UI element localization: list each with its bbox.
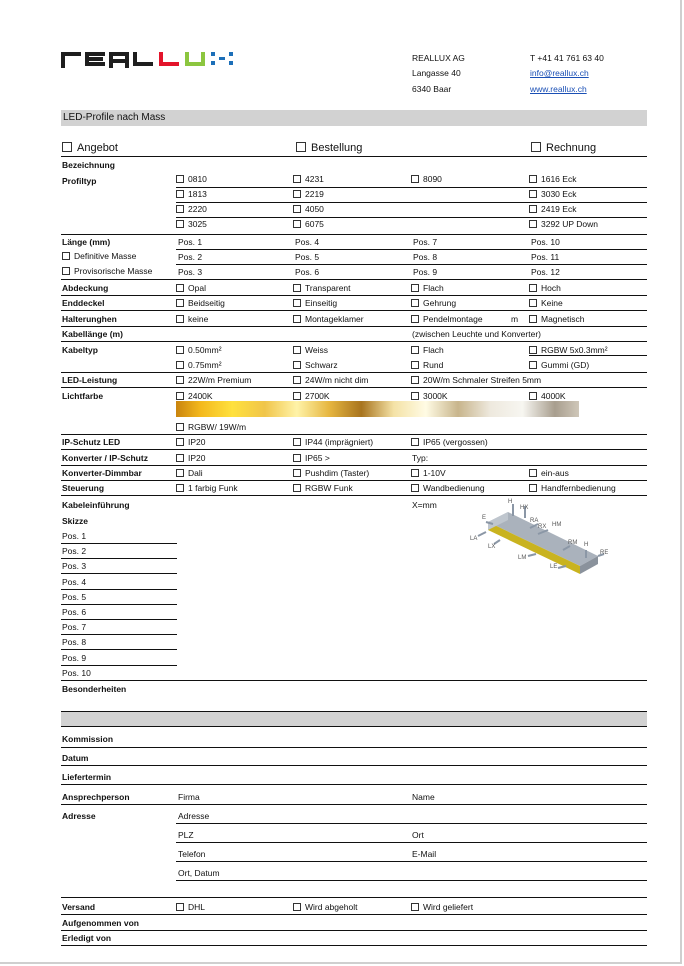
- option-abdeckung[interactable]: Flach: [411, 283, 444, 294]
- diagram-label: H: [584, 542, 589, 548]
- liefertermin-field-line[interactable]: [61, 784, 647, 785]
- company-web-link[interactable]: www.reallux.ch: [530, 84, 587, 94]
- company-street: Langasse 40: [412, 68, 461, 78]
- option-steuerung[interactable]: Handfernbedienung: [529, 483, 616, 494]
- checkbox-icon[interactable]: [293, 190, 301, 198]
- checkbox-icon[interactable]: [411, 284, 419, 292]
- skizze-position: Pos. 9: [62, 652, 87, 663]
- checkbox-icon[interactable]: [411, 484, 419, 492]
- label-laenge: Länge (mm): [62, 237, 111, 247]
- company-phone: T +41 41 761 63 40: [530, 53, 604, 63]
- checkbox-icon[interactable]: [293, 361, 301, 369]
- checkbox-icon[interactable]: [529, 205, 537, 213]
- diagram-label: RM: [568, 540, 578, 546]
- divider: [61, 279, 647, 280]
- label-plz: PLZ: [178, 830, 194, 840]
- checkbox-icon[interactable]: [176, 454, 184, 462]
- checkbox-icon[interactable]: [529, 299, 537, 307]
- profile-cable-diagram: [468, 498, 608, 578]
- checkbox-icon[interactable]: [176, 438, 184, 446]
- length-position-field[interactable]: Pos. 12: [531, 267, 560, 277]
- skizze-position: Pos. 6: [62, 607, 87, 617]
- option-ip-led[interactable]: IP65 (vergossen): [411, 437, 488, 448]
- checkbox-icon[interactable]: [62, 252, 70, 260]
- checkbox-icon[interactable]: [529, 392, 537, 400]
- skizze-position: Pos. 5: [62, 591, 87, 602]
- checkbox-icon[interactable]: [411, 361, 419, 369]
- checkbox-icon[interactable]: [529, 361, 537, 369]
- option-ip-led[interactable]: IP44 (imprägniert): [293, 437, 373, 448]
- checkbox-icon[interactable]: [529, 284, 537, 292]
- color-temperature-gradient: [176, 401, 579, 417]
- length-position-field[interactable]: Pos. 4: [295, 237, 320, 247]
- divider: [61, 573, 177, 574]
- option-kabeltyp[interactable]: Rund: [411, 360, 443, 371]
- checkbox-icon[interactable]: [176, 220, 184, 228]
- option-profil[interactable]: 3030 Eck: [529, 189, 576, 200]
- checkbox-icon[interactable]: [293, 205, 301, 213]
- diagram-label: LA: [470, 536, 478, 542]
- label-kabeleinfuehrung: Kabeleinführung: [62, 500, 130, 510]
- option-abdeckung[interactable]: Transparent: [293, 283, 351, 294]
- label-besonderheiten: Besonderheiten: [62, 684, 127, 694]
- form-title: LED-Profile nach Mass: [63, 112, 166, 123]
- label-ort-datum: Ort, Datum: [178, 868, 220, 878]
- label-bezeichnung: Bezeichnung: [62, 160, 115, 170]
- divider: [61, 234, 647, 235]
- doctype-angebot[interactable]: Angebot: [62, 142, 118, 155]
- skizze-position: Pos. 3: [62, 561, 87, 572]
- divider: [61, 156, 647, 157]
- checkbox-icon[interactable]: [176, 299, 184, 307]
- option-konverter-dimm[interactable]: Dali: [176, 468, 203, 479]
- checkbox-icon[interactable]: [411, 903, 419, 911]
- doctype-rechnung[interactable]: Rechnung: [531, 142, 596, 155]
- diagram-label: LE: [550, 564, 558, 570]
- divider: [61, 387, 647, 388]
- option-halterungen[interactable]: Pendelmontage: [411, 314, 483, 325]
- divider: [61, 295, 647, 296]
- checkbox-icon[interactable]: [176, 376, 184, 384]
- checkbox-icon[interactable]: [529, 346, 537, 354]
- checkbox-icon[interactable]: [176, 423, 184, 431]
- divider: [61, 310, 647, 311]
- option-provisorische-masse[interactable]: Provisorische Masse: [62, 266, 152, 277]
- skizze-position: Pos. 7: [62, 622, 87, 633]
- label-ip-led: IP-Schutz LED: [62, 437, 121, 447]
- option-profil[interactable]: 0810: [176, 174, 207, 185]
- diagram-label: RA: [530, 518, 539, 524]
- checkbox-icon[interactable]: [529, 315, 537, 323]
- label-liefertermin: Liefertermin: [62, 772, 112, 782]
- doctype-bestellung[interactable]: Bestellung: [296, 142, 362, 155]
- datum-field-line[interactable]: [61, 765, 647, 766]
- skizze-position: Pos. 1: [62, 531, 87, 541]
- option-steuerung[interactable]: RGBW Funk: [293, 483, 353, 494]
- label-adresse-field: Adresse: [178, 811, 210, 821]
- option-profil[interactable]: 8090: [411, 174, 442, 185]
- option-profil[interactable]: 2419 Eck: [529, 204, 576, 215]
- divider: [61, 726, 647, 727]
- divider: [529, 355, 647, 356]
- checkbox-icon[interactable]: [411, 438, 419, 446]
- checkbox-icon[interactable]: [293, 903, 301, 911]
- option-led-22w[interactable]: 22W/m Premium: [176, 375, 251, 386]
- label-firma: Firma: [178, 792, 200, 802]
- ort-datum-field-line[interactable]: [176, 880, 647, 881]
- option-lichtfarbe[interactable]: 4000K: [529, 391, 566, 402]
- checkbox-icon[interactable]: [176, 346, 184, 354]
- label-erledigt: Erledigt von: [62, 933, 112, 943]
- option-enddeckel[interactable]: Beidseitig: [176, 298, 225, 309]
- divider: [176, 187, 647, 188]
- skizze-position: Pos. 2: [62, 546, 87, 557]
- divider: [176, 264, 647, 265]
- option-abdeckung[interactable]: Hoch: [529, 283, 561, 294]
- option-lichtfarbe[interactable]: 2700K: [293, 391, 330, 402]
- checkbox-icon[interactable]: [176, 205, 184, 213]
- halterung-unit: m: [511, 314, 519, 324]
- divider: [61, 665, 177, 666]
- divider: [176, 217, 647, 218]
- divider: [61, 372, 647, 373]
- checkbox-icon[interactable]: [411, 346, 419, 354]
- label-lichtfarbe: Lichtfarbe: [62, 391, 104, 401]
- option-kabeltyp[interactable]: RGBW 5x0.3mm²: [529, 345, 608, 356]
- checkbox-icon[interactable]: [293, 484, 301, 492]
- konverter-typ-label: Typ:: [412, 453, 429, 463]
- checkbox-icon[interactable]: [296, 142, 306, 152]
- label-skizze: Skizze: [62, 516, 88, 526]
- checkbox-icon[interactable]: [176, 315, 184, 323]
- divider: [176, 249, 647, 250]
- option-definitive-masse[interactable]: Definitive Masse: [62, 251, 136, 262]
- label-kommission: Kommission: [62, 734, 114, 744]
- option-abgeholt[interactable]: Wird abgeholt: [293, 902, 357, 913]
- checkbox-icon[interactable]: [411, 175, 419, 183]
- label-abdeckung: Abdeckung: [62, 283, 109, 293]
- label-konverter-dimm: Konverter-Dimmbar: [62, 468, 142, 478]
- divider: [61, 589, 177, 590]
- length-position-field[interactable]: Pos. 9: [413, 267, 438, 277]
- diagram-label: LM: [518, 555, 527, 561]
- telefon-email-field-line[interactable]: [176, 861, 647, 862]
- label-name: Name: [412, 792, 435, 802]
- label-halterungen: Halterunghen: [62, 314, 117, 324]
- checkbox-icon[interactable]: [529, 484, 537, 492]
- checkbox-icon[interactable]: [176, 484, 184, 492]
- checkbox-icon[interactable]: [529, 220, 537, 228]
- option-kabeltyp[interactable]: 0.50mm²: [176, 345, 222, 356]
- label-versand: Versand: [62, 902, 96, 912]
- option-steuerung[interactable]: 1 farbig Funk: [176, 483, 238, 494]
- option-profil[interactable]: 3025: [176, 219, 207, 230]
- option-geliefert[interactable]: Wird geliefert: [411, 902, 473, 913]
- label-profiltyp: Profiltyp: [62, 176, 97, 186]
- divider: [61, 619, 177, 620]
- divider: [61, 604, 177, 605]
- label-kabeltyp: Kabeltyp: [62, 345, 98, 355]
- checkbox-icon[interactable]: [293, 299, 301, 307]
- skizze-position: Pos. 4: [62, 576, 87, 587]
- checkbox-icon[interactable]: [411, 376, 419, 384]
- divider: [61, 341, 647, 342]
- length-position-field[interactable]: Pos. 5: [295, 252, 320, 262]
- option-konverter-ip[interactable]: IP65 >: [293, 453, 330, 464]
- length-position-field[interactable]: Pos. 11: [531, 252, 560, 262]
- option-led-20w[interactable]: 20W/m Schmaler Streifen 5mm: [411, 375, 541, 386]
- option-abdeckung[interactable]: Opal: [176, 283, 206, 294]
- option-konverter-dimm[interactable]: Pushdim (Taster): [293, 468, 369, 479]
- label-ort: Ort: [412, 830, 424, 840]
- option-profil[interactable]: 6075: [293, 219, 324, 230]
- label-telefon: Telefon: [178, 849, 206, 859]
- checkbox-icon[interactable]: [293, 438, 301, 446]
- length-position-field[interactable]: Pos. 3: [178, 267, 203, 277]
- divider: [61, 680, 647, 681]
- diagram-label: H: [508, 499, 513, 505]
- reallux-logo: [61, 50, 251, 68]
- checkbox-icon[interactable]: [176, 469, 184, 477]
- checkbox-icon[interactable]: [293, 454, 301, 462]
- checkbox-icon[interactable]: [293, 346, 301, 354]
- diagram-label: RE: [600, 550, 608, 556]
- divider: [61, 634, 177, 635]
- kommission-field-line[interactable]: [61, 747, 647, 748]
- option-halterungen[interactable]: Montageklamer: [293, 314, 364, 325]
- checkbox-icon[interactable]: [529, 469, 537, 477]
- diagram-label: HM: [552, 522, 562, 528]
- option-led-24w[interactable]: 24W/m nicht dim: [293, 375, 368, 386]
- label-datum: Datum: [62, 753, 89, 763]
- option-kabeltyp[interactable]: Schwarz: [293, 360, 338, 371]
- option-kabeltyp[interactable]: Flach: [411, 345, 444, 356]
- option-halterungen[interactable]: Magnetisch: [529, 314, 584, 325]
- x-mm-label: X=mm: [412, 500, 437, 510]
- label-email: E-Mail: [412, 849, 437, 859]
- checkbox-icon[interactable]: [529, 190, 537, 198]
- option-konverter-dimm[interactable]: 1-10V: [411, 468, 446, 479]
- option-profil[interactable]: 2220: [176, 204, 207, 215]
- company-email-link[interactable]: info@reallux.ch: [530, 68, 589, 78]
- checkbox-icon[interactable]: [176, 175, 184, 183]
- option-rgbw[interactable]: RGBW/ 19W/m: [176, 422, 246, 433]
- option-profil[interactable]: 3292 UP Down: [529, 219, 598, 230]
- label-konverter-ip: Konverter / IP-Schutz: [62, 453, 148, 463]
- option-profil[interactable]: 4231: [293, 174, 324, 185]
- divider: [61, 897, 647, 898]
- option-profil[interactable]: 1813: [176, 189, 207, 200]
- divider: [61, 649, 177, 650]
- option-profil[interactable]: 2219: [293, 189, 324, 200]
- length-position-field[interactable]: Pos. 10: [531, 237, 560, 247]
- option-profil[interactable]: 4050: [293, 204, 324, 215]
- skizze-position: Pos. 8: [62, 637, 87, 648]
- option-kabeltyp[interactable]: Weiss: [293, 345, 328, 356]
- checkbox-icon[interactable]: [176, 903, 184, 911]
- aufgenommen-field-line[interactable]: [61, 930, 647, 931]
- diagram-label: HX: [520, 505, 529, 511]
- checkbox-icon[interactable]: [293, 220, 301, 228]
- label-aufgenommen: Aufgenommen von: [62, 918, 139, 928]
- label-enddeckel: Enddeckel: [62, 298, 105, 308]
- ansprechperson-field-line[interactable]: [61, 804, 647, 805]
- checkbox-icon[interactable]: [293, 284, 301, 292]
- option-enddeckel[interactable]: Keine: [529, 298, 563, 309]
- checkbox-icon[interactable]: [411, 299, 419, 307]
- checkbox-icon[interactable]: [411, 469, 419, 477]
- checkbox-icon[interactable]: [293, 469, 301, 477]
- diagram-label: RX: [538, 524, 547, 530]
- label-ansprechperson: Ansprechperson: [62, 792, 130, 802]
- divider: [61, 543, 177, 544]
- checkbox-icon[interactable]: [293, 392, 301, 400]
- option-kabeltyp[interactable]: Gummi (GD): [529, 360, 589, 371]
- option-lichtfarbe[interactable]: 2400K: [176, 391, 213, 402]
- option-konverter-dimm[interactable]: ein-aus: [529, 468, 569, 479]
- checkbox-icon[interactable]: [529, 175, 537, 183]
- option-dhl[interactable]: DHL: [176, 902, 205, 913]
- divider: [61, 326, 647, 327]
- option-profil[interactable]: 1616 Eck: [529, 174, 576, 185]
- checkbox-icon[interactable]: [531, 142, 541, 152]
- length-position-field[interactable]: Pos. 6: [295, 267, 320, 277]
- divider: [176, 202, 647, 203]
- checkbox-icon[interactable]: [293, 376, 301, 384]
- checkbox-icon[interactable]: [176, 284, 184, 292]
- checkbox-icon[interactable]: [62, 142, 72, 152]
- erledigt-field-line[interactable]: [61, 945, 647, 946]
- diagram-label: LX: [488, 544, 496, 550]
- plz-ort-field-line[interactable]: [176, 842, 647, 843]
- length-position-field[interactable]: Pos. 1: [178, 237, 203, 247]
- length-position-field[interactable]: Pos. 7: [413, 237, 438, 247]
- option-lichtfarbe[interactable]: 3000K: [411, 391, 448, 402]
- checkbox-icon[interactable]: [62, 267, 70, 275]
- kabellaenge-note: (zwischen Leuchte und Konverter): [412, 329, 541, 339]
- option-halterungen[interactable]: keine: [176, 314, 208, 325]
- label-kabellaenge: Kabellänge (m): [62, 329, 123, 339]
- checkbox-icon[interactable]: [411, 392, 419, 400]
- checkbox-icon[interactable]: [176, 392, 184, 400]
- option-konverter-ip[interactable]: IP20: [176, 453, 206, 464]
- label-steuerung: Steuerung: [62, 483, 105, 493]
- length-position-field[interactable]: Pos. 8: [413, 252, 438, 262]
- divider: [61, 558, 177, 559]
- option-enddeckel[interactable]: Gehrung: [411, 298, 456, 309]
- checkbox-icon[interactable]: [176, 190, 184, 198]
- length-position-field[interactable]: Pos. 2: [178, 252, 203, 262]
- checkbox-icon[interactable]: [411, 315, 419, 323]
- divider: [61, 495, 647, 496]
- skizze-position: Pos. 10: [62, 667, 91, 678]
- company-city: 6340 Baar: [412, 84, 452, 94]
- option-kabeltyp[interactable]: 0.75mm²: [176, 360, 222, 371]
- label-adresse: Adresse: [62, 811, 96, 821]
- checkbox-icon[interactable]: [176, 361, 184, 369]
- label-led-leistung: LED-Leistung: [62, 375, 118, 385]
- checkbox-icon[interactable]: [293, 315, 301, 323]
- option-steuerung[interactable]: Wandbedienung: [411, 483, 485, 494]
- option-ip-led[interactable]: IP20: [176, 437, 206, 448]
- divider: [61, 465, 647, 466]
- divider: [61, 449, 647, 450]
- adresse-field-line[interactable]: [176, 823, 647, 824]
- checkbox-icon[interactable]: [293, 175, 301, 183]
- company-name: REALLUX AG: [412, 53, 465, 63]
- divider: [61, 914, 647, 915]
- divider: [61, 434, 647, 435]
- diagram-label: E: [482, 515, 487, 521]
- divider: [61, 480, 647, 481]
- section-bar: [61, 712, 647, 726]
- option-enddeckel[interactable]: Einseitig: [293, 298, 337, 309]
